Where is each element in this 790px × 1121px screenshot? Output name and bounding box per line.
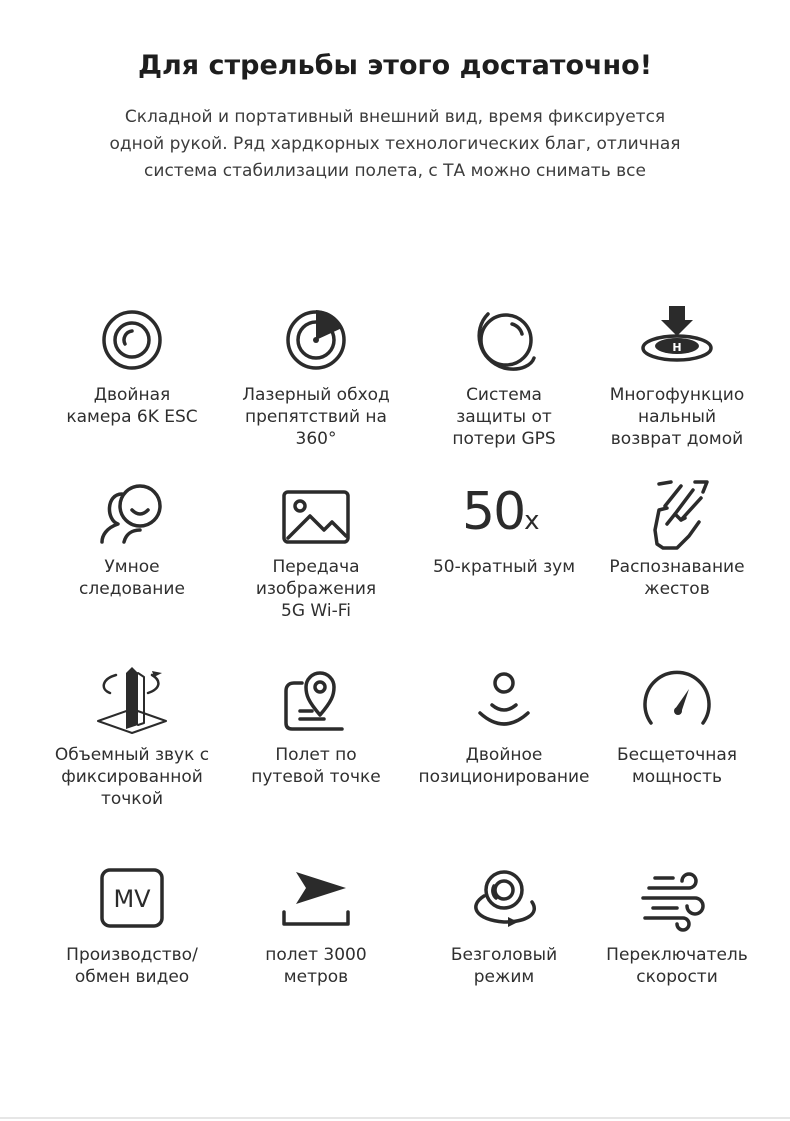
- feature-label: Многофункцио нальный возврат домой: [609, 385, 745, 449]
- feature-label: Объемный звук с фиксированной точкой: [54, 745, 210, 809]
- orbit-building-icon: [92, 663, 172, 743]
- feature-label: полет 3000 метров: [265, 945, 367, 987]
- feature-label: Лазерный обход препятствий на 360°: [242, 385, 390, 449]
- mv-video-icon: [92, 862, 172, 942]
- zoom-50x-icon: [454, 480, 554, 560]
- feature-label: Безголовый режим: [450, 945, 558, 987]
- gps-globe-icon: [464, 300, 544, 380]
- feature-label: Умное следование: [79, 557, 185, 599]
- feature-label: Двойное позиционирование: [418, 745, 590, 787]
- headless-mode-icon: [464, 862, 544, 942]
- page-title: Для стрельбы этого достаточно!: [137, 50, 653, 81]
- dual-camera-icon: [92, 300, 172, 380]
- follow-person-icon: [92, 480, 172, 560]
- feature-label: Двойная камера 6K ESC: [66, 385, 198, 427]
- feature-label: Распознавание жестов: [609, 557, 745, 599]
- mv-text: MV: [113, 885, 151, 913]
- zoom-number: 50: [462, 482, 525, 542]
- feature-label: Полет по путевой точке: [251, 745, 381, 787]
- flight-distance-icon: [276, 862, 356, 942]
- waypoint-map-icon: [276, 663, 356, 743]
- feature-label: Передача изображения 5G Wi-Fi: [255, 557, 377, 621]
- svg-text:H: H: [672, 341, 682, 354]
- image-transfer-icon: [276, 480, 356, 560]
- page-subtitle: Складной и портативный внешний вид, время фиксируется одной рукой. Ряд хардкорных технологических благ, отличная система стабилизации полета, с ТА можно снимать все: [109, 107, 681, 181]
- return-home-icon: [637, 300, 717, 380]
- speedometer-icon: [637, 663, 717, 743]
- dual-positioning-icon: [464, 663, 544, 743]
- gesture-hand-icon: [637, 480, 717, 560]
- zoom-suffix: x: [524, 506, 540, 536]
- speed-wind-icon: [637, 862, 717, 942]
- feature-label: Система защиты от потери GPS: [452, 385, 556, 449]
- feature-label: Производство/ обмен видео: [66, 945, 198, 987]
- feature-label: Переключатель скорости: [606, 945, 748, 987]
- bottom-divider: [0, 1117, 790, 1119]
- laser-radar-icon: [276, 300, 356, 380]
- feature-label: Бесщеточная мощность: [616, 745, 738, 787]
- feature-label: 50-кратный зум: [432, 557, 576, 577]
